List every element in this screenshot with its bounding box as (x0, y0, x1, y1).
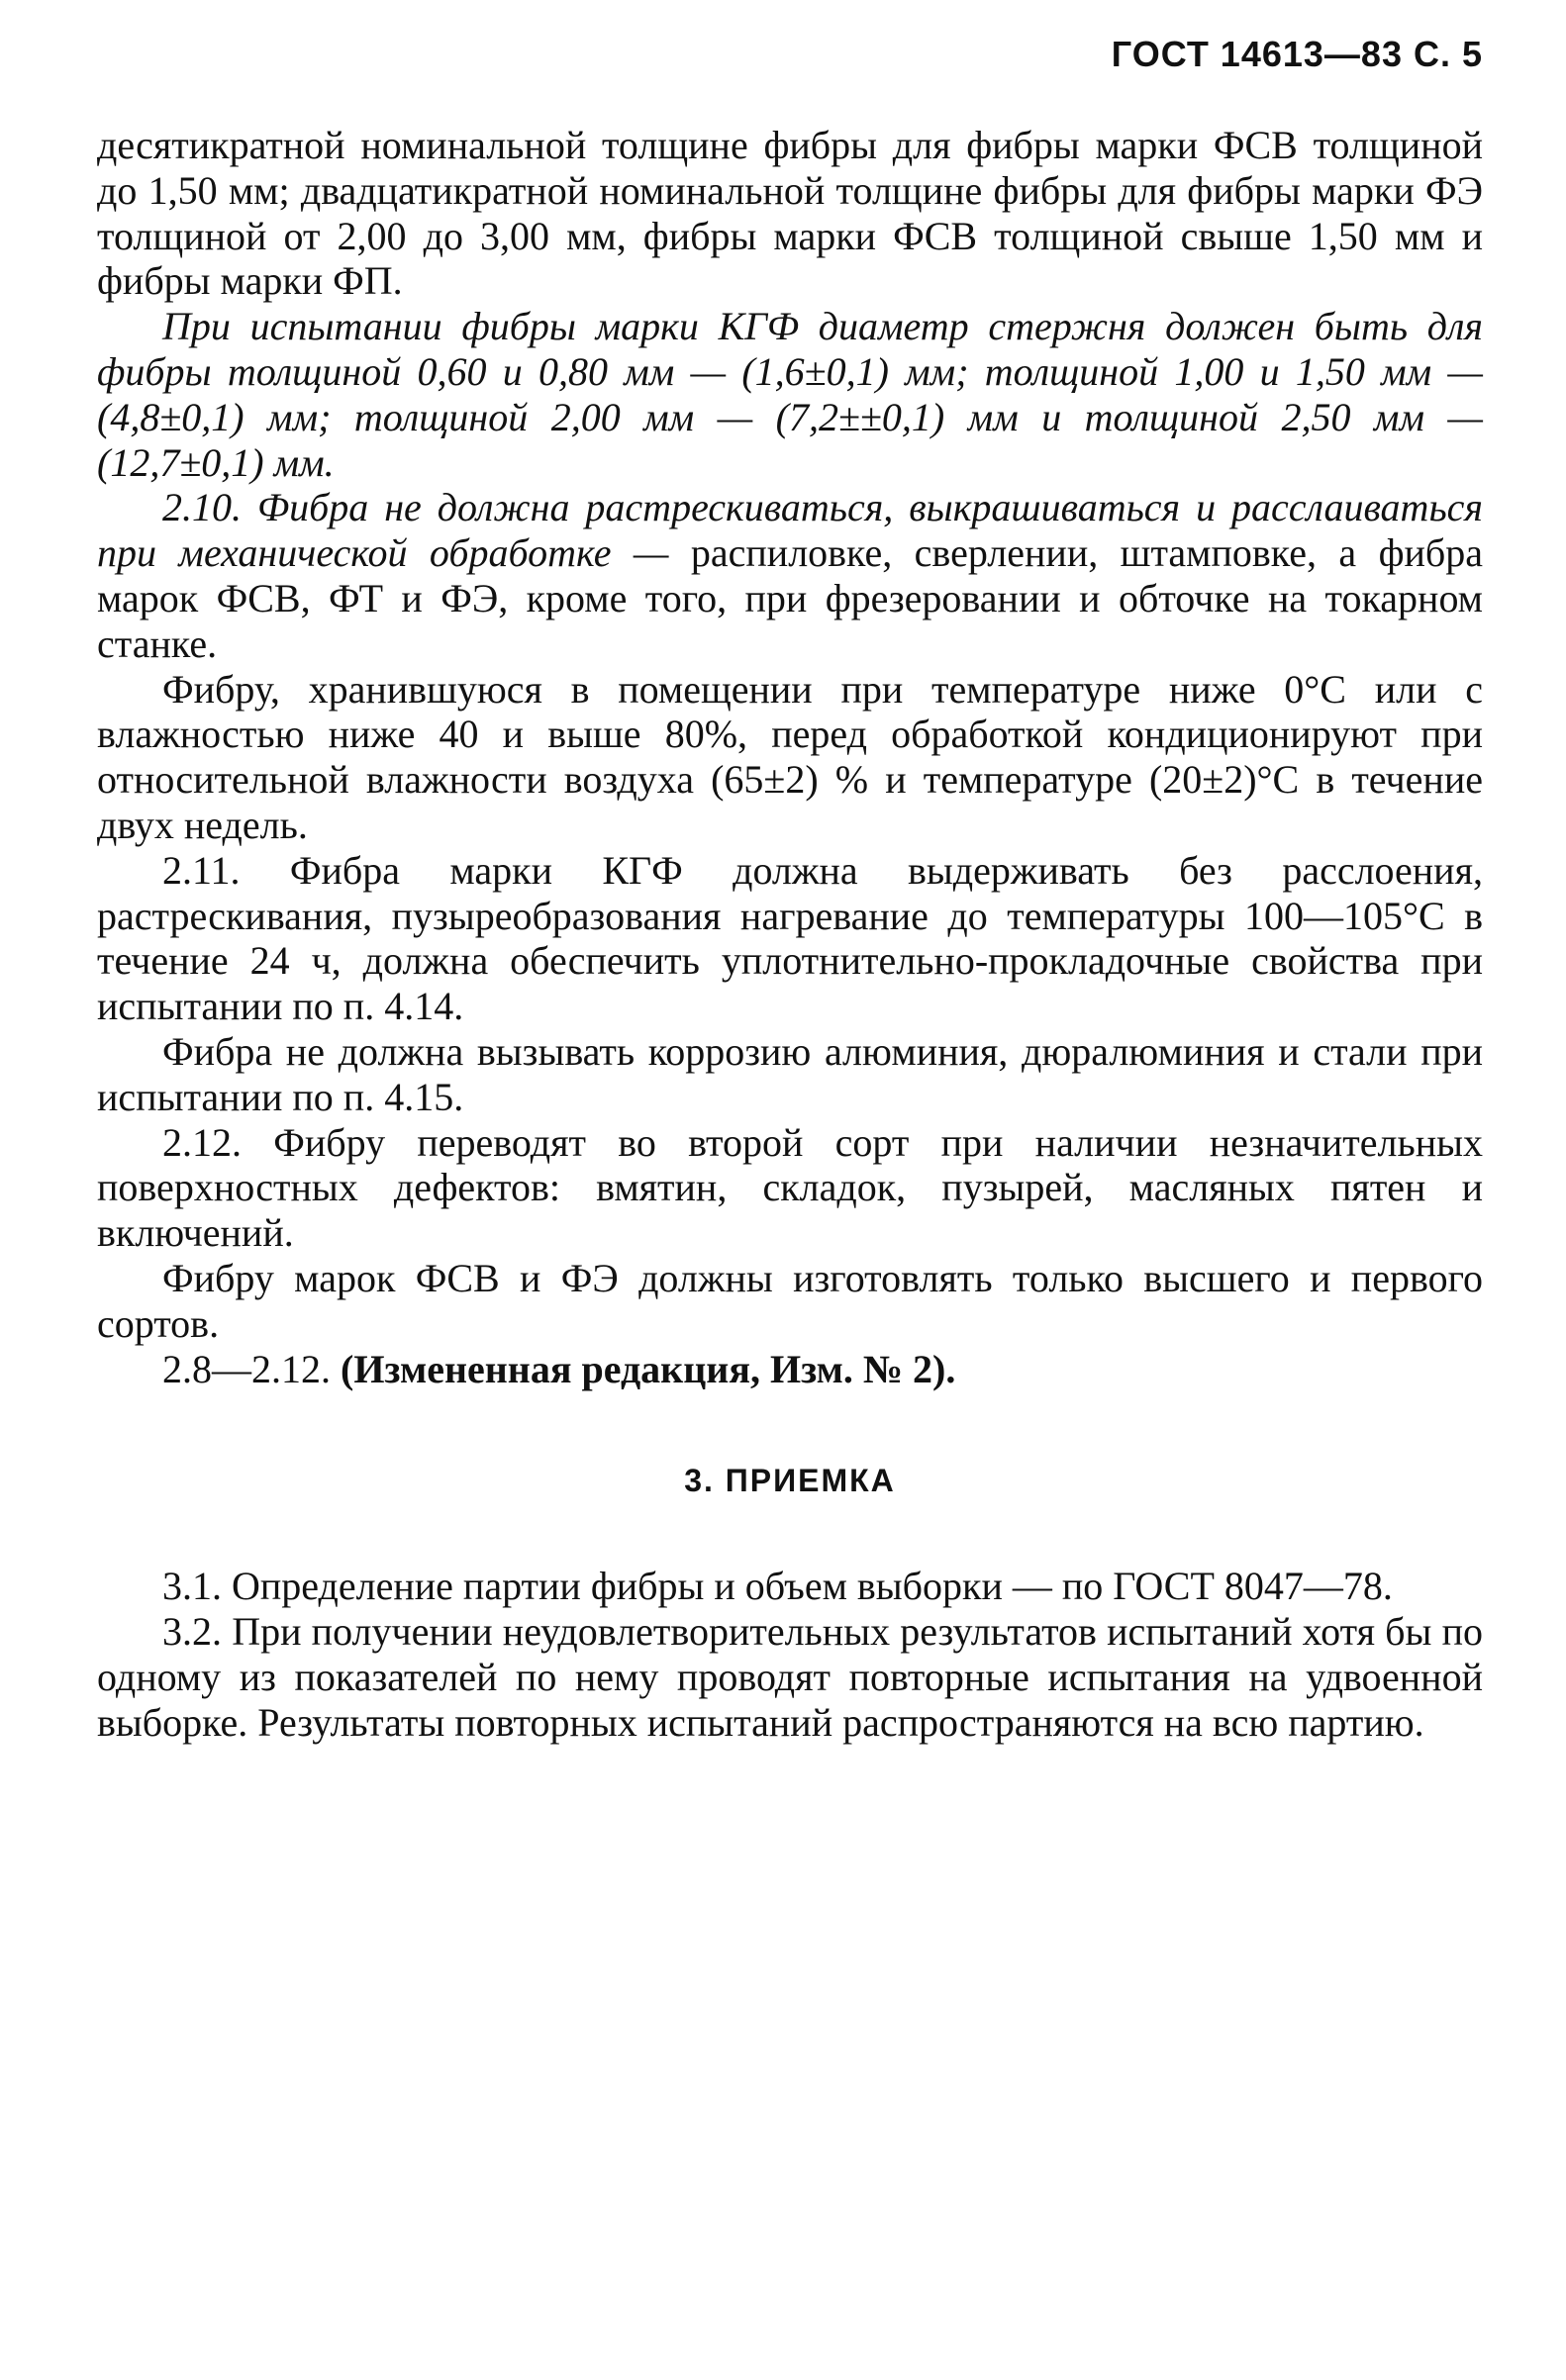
paragraph-corrosion: Фибра не должна вызывать коррозию алюминия, дюралюминия и стали при испытании по п. 4.15. (97, 1028, 1483, 1119)
paragraph-grades: Фибру марок ФСВ и ФЭ должны изготовлять только высшего и первого сортов. (97, 1255, 1483, 1346)
paragraph-continuation: десятикратной номинальной толщине фибры для фибры марки ФСВ толщиной до 1,50 мм; двадцатикратной номинальной толщине фибры для фибры марки ФЭ толщиной от 2,00 до 3,00 мм, фибры марки ФСВ толщиной свыше 1,50 мм и фибры марки ФП. (97, 123, 1483, 304)
section-heading-acceptance: 3. ПРИЕМКА (684, 1463, 896, 1499)
paragraph-conditioning: Фибру, хранившуюся в помещении при температуре ниже 0°С или с влажностью ниже 40 и выше 80%, перед обработкой кондиционируют при относительной влажности воздуха (65±2) % и температуре (20±2)°С в течение двух недель. (97, 666, 1483, 847)
amendment-label: (Измененная редакция, Изм. № 2). (341, 1346, 956, 1391)
document-body (97, 123, 1483, 1745)
paragraph-amendment-note (97, 1347, 1483, 1392)
page-header: ГОСТ 14613—83 С. 5 (1111, 34, 1483, 74)
paragraph-3-1: 3.1. Определение партии фибры и объем выборки — по ГОСТ 8047—78. (162, 1564, 1393, 1609)
paragraph-kgf-rod-diameter: При испытании фибры марки КГФ диаметр стержня должен быть для фибры толщиной 0,60 и 0,80 мм — (1,6±0,1) мм; толщиной 1,00 и 1,50 мм — (4,8±0,1) мм; толщиной 2,00 мм — (7,2±±0,1) мм и толщиной 2,50 мм — (12,7±0,1) мм. (97, 304, 1483, 485)
paragraph-2-10 (97, 485, 1483, 666)
paragraph-2-12: 2.12. Фибру переводят во второй сорт при наличии незначительных поверхностных дефектов: вмятин, складок, пузырей, масляных пятен и включений. (97, 1119, 1483, 1256)
paragraph-2-10-rest: распиловке, сверлении, штамповке, а фибра марок ФСВ, ФТ и ФЭ, кроме того, при фрезеровании и обточке на токарном станке. (97, 530, 1483, 666)
paragraph-2-10-italic: 2.10. Фибра не должна растрескиваться, выкрашиваться и расслаиваться при механической обработке — (97, 485, 1483, 576)
paragraph-2-11: 2.11. Фибра марки КГФ должна выдерживать без расслоения, растрескивания, пузыреобразования нагревание до температуры 100—105°С в течение 24 ч, должна обеспечить уплотнительно-прокладочные свойства при испытании по п. 4.14. (97, 847, 1483, 1029)
amendment-ref: 2.8—2.12. (162, 1346, 341, 1391)
paragraph-3-2: 3.2. При получении неудовлетворительных результатов испытаний хотя бы по одному из показателей по нему проводят повторные испытания на удвоенной выборке. Результаты повторных испытаний распространяются на всю партию. (97, 1608, 1483, 1745)
